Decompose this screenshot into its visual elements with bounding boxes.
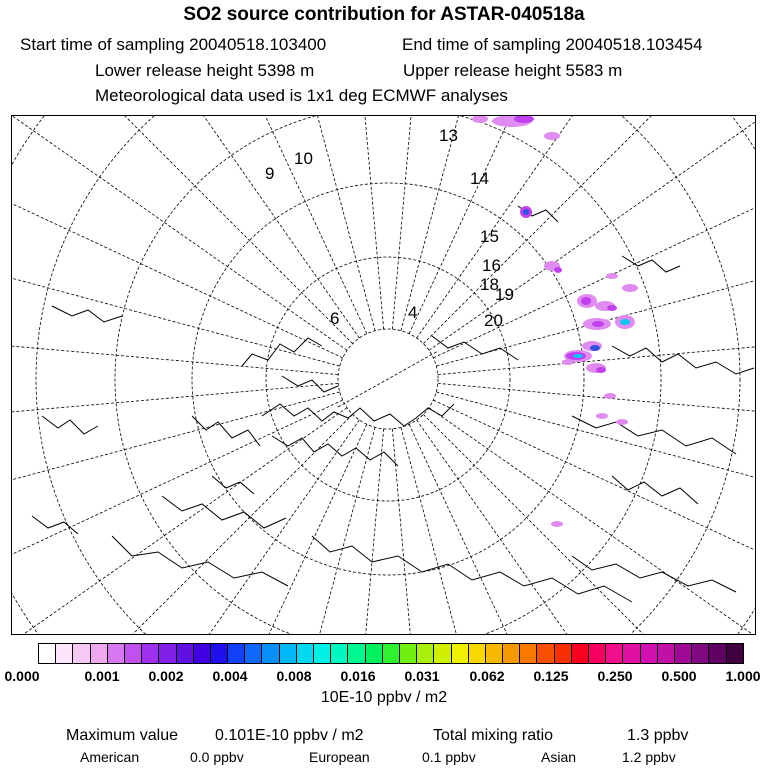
coastline	[32, 516, 78, 534]
colorbar-tick-label: 0.125	[533, 668, 569, 684]
trajectory-hour-label: 14	[470, 169, 489, 188]
colorbar-swatch	[194, 644, 211, 663]
meridian-line	[409, 116, 684, 334]
coastline	[262, 404, 454, 426]
plume-blob	[622, 284, 638, 292]
meridian-line	[12, 400, 343, 635]
meridian-line	[409, 424, 684, 635]
max-value: 0.101E-10 ppbv / m2	[215, 727, 364, 744]
meridian-line	[12, 318, 338, 375]
trajectory-hour-labels	[265, 126, 514, 330]
meridian-line	[338, 351, 438, 407]
latitude-circle	[36, 116, 740, 635]
trajectory-hour-label: 20	[484, 311, 503, 330]
colorbar-swatch	[280, 644, 297, 663]
meridian-line	[392, 429, 449, 635]
colorbar-swatch	[572, 644, 589, 663]
polar-map	[11, 115, 756, 635]
plume-blob	[604, 393, 616, 399]
coastline	[42, 416, 98, 434]
colorbar-swatch	[520, 644, 537, 663]
colorbar-swatch	[417, 644, 434, 663]
colorbar-swatch	[709, 644, 726, 663]
colorbar-swatch	[606, 644, 623, 663]
colorbar-swatch	[434, 644, 451, 663]
colorbar-swatch	[177, 644, 194, 663]
colorbar-swatch	[692, 644, 709, 663]
trajectory-hour-label: 9	[265, 164, 275, 183]
plume-blob	[544, 132, 560, 140]
meridian-line	[207, 427, 375, 635]
colorbar-swatch	[262, 644, 279, 663]
trajectory-hour-label: 16	[482, 256, 501, 275]
map-title: SO2 source contribution for ASTAR-040518a	[183, 4, 585, 25]
colorbar-swatch	[366, 644, 383, 663]
met-data-label: Meteorological data used is 1x1 deg ECMWF analyses	[95, 86, 508, 105]
coastline	[282, 376, 338, 392]
colorbar-swatch	[641, 644, 658, 663]
colorbar-swatch	[211, 644, 228, 663]
coastline	[272, 436, 398, 466]
meridian-line	[429, 116, 756, 350]
colorbar-swatch	[56, 644, 73, 663]
colorbar-tick-label: 0.002	[148, 668, 184, 684]
lower-height-label: Lower release height 5398 m	[95, 61, 315, 80]
meridian-line	[92, 116, 367, 334]
meridian-line	[417, 420, 756, 635]
meridian-line	[429, 408, 756, 635]
plume-blob	[596, 367, 606, 373]
trajectory-hour-label: 13	[439, 126, 458, 145]
colorbar-tick-label: 0.004	[212, 668, 248, 684]
colorbar-swatch	[125, 644, 142, 663]
coastlines	[32, 206, 754, 602]
trajectory-hour-label: 15	[480, 227, 499, 246]
colorbar-swatch	[39, 644, 56, 663]
colorbar-swatch	[73, 644, 90, 663]
meridian-line	[12, 420, 359, 635]
plume-blob	[596, 413, 608, 419]
coastline	[52, 306, 122, 322]
plume-blob	[581, 297, 591, 305]
colorbar-tick-label: 0.250	[597, 668, 633, 684]
latitude-circle	[115, 116, 661, 635]
source-european-name: European	[309, 749, 370, 765]
colorbar-tick-label: 0.001	[84, 668, 120, 684]
meridian-line	[401, 427, 569, 635]
colorbar-swatch	[400, 644, 417, 663]
coastline	[612, 346, 754, 374]
colorbar-swatch	[727, 644, 743, 663]
plume-blob	[620, 319, 630, 325]
meridian-line	[12, 408, 347, 635]
trajectory-hour-label: 19	[495, 285, 514, 304]
colorbar-swatch	[503, 644, 520, 663]
plume-blob	[523, 209, 529, 215]
colorbar-swatch	[142, 644, 159, 663]
colorbar-tick-label: 0.062	[469, 668, 505, 684]
coastline	[212, 476, 254, 494]
meridian-line	[438, 383, 756, 440]
colorbar-swatch	[108, 644, 125, 663]
plume-blob	[616, 419, 628, 425]
colorbar-swatch	[675, 644, 692, 663]
trajectory-hour-label: 6	[330, 309, 340, 328]
meridian-line	[12, 414, 353, 635]
colorbar-tick-label: 0.008	[276, 668, 312, 684]
colorbar-swatch	[452, 644, 469, 663]
colorbar-swatch	[658, 644, 675, 663]
source-european-value: 0.1 ppbv	[422, 749, 476, 765]
meridian-line	[92, 424, 367, 635]
plume-blob	[606, 273, 618, 279]
plume-blob	[551, 521, 563, 527]
source-asian-value: 1.2 ppbv	[622, 749, 676, 765]
start-time-label: Start time of sampling 20040518.103400	[20, 35, 327, 54]
upper-height-label: Upper release height 5583 m	[403, 61, 623, 80]
colorbar-swatch	[331, 644, 348, 663]
plume-blob	[592, 321, 604, 327]
meridian-line	[327, 116, 384, 329]
meridian-line	[423, 116, 756, 344]
colorbar-swatch	[383, 644, 400, 663]
colorbar-swatch	[623, 644, 640, 663]
colorbar-tick-label: 1.000	[725, 668, 761, 684]
meridian-line	[436, 392, 756, 560]
colorbar-tick-label: 0.031	[404, 668, 440, 684]
lat-lon-grid	[12, 116, 756, 635]
total-mixing-value: 1.3 ppbv	[627, 727, 689, 744]
coastline	[612, 476, 698, 504]
coastline	[622, 256, 680, 272]
map-canvas	[12, 116, 756, 635]
colorbar	[38, 643, 744, 664]
trajectory-hour-label: 10	[294, 149, 313, 168]
colorbar-swatch	[555, 644, 572, 663]
meridian-line	[392, 116, 449, 329]
plume-blob	[472, 116, 488, 123]
colorbar-swatch	[228, 644, 245, 663]
source-asian-name: Asian	[541, 749, 577, 765]
trajectory-hour-label: 18	[480, 275, 499, 294]
colorbar-swatch	[91, 644, 108, 663]
colorbar-swatch	[469, 644, 486, 663]
meridian-line	[327, 429, 384, 635]
coastline	[162, 496, 286, 528]
coastline	[572, 556, 736, 592]
colorbar-swatch	[486, 644, 503, 663]
colorbar-tick-label: 0.500	[661, 668, 697, 684]
total-mixing-label: Total mixing ratio	[433, 727, 554, 744]
colorbar-units: 10E-10 ppbv / m2	[320, 689, 448, 706]
colorbar-swatch	[159, 644, 176, 663]
plume-blob	[562, 359, 574, 365]
meridian-line	[423, 414, 756, 635]
end-time-label: End time of sampling 20040518.103454	[402, 35, 703, 54]
plume-blob	[590, 345, 600, 351]
max-value-label: Maximum value	[66, 727, 179, 744]
source-american-value: 0.0 ppbv	[190, 749, 244, 765]
colorbar-tick-label: 0.016	[340, 668, 376, 684]
plume-blob	[607, 305, 617, 311]
plume-blob	[554, 267, 562, 273]
trajectory-hour-label: 4	[408, 303, 418, 322]
colorbar-swatch	[314, 644, 331, 663]
source-american-name: American	[80, 749, 140, 765]
plume-blob	[573, 354, 583, 358]
colorbar-swatch	[537, 644, 554, 663]
colorbar-swatch	[245, 644, 262, 663]
colorbar-swatch	[348, 644, 365, 663]
colorbar-tick-label: 0.000	[4, 668, 40, 684]
colorbar-swatch	[297, 644, 314, 663]
colorbar-swatch	[589, 644, 606, 663]
coastline	[112, 536, 288, 586]
meridian-line	[433, 400, 756, 635]
